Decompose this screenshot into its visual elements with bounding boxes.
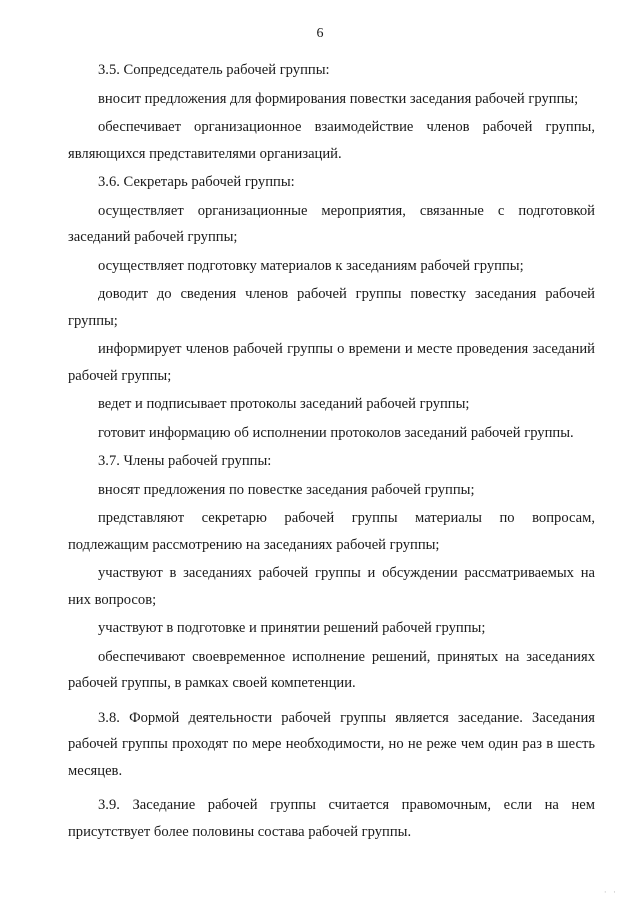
paragraph: готовит информацию об исполнении протоколов заседаний рабочей группы. bbox=[98, 424, 574, 441]
scan-artifact: · · bbox=[603, 887, 618, 897]
paragraph: представляют секретарю рабочей группы материалы по вопросам, подлежащим рассмотрению на заседаниях рабочей группы; bbox=[68, 510, 595, 553]
section-3-5-heading: 3.5. Сопредседатель рабочей группы: bbox=[98, 62, 330, 78]
paragraph: обеспечивают своевременное исполнение решений, принятых на заседаниях рабочей группы, в рамках своей компетенции. bbox=[68, 648, 595, 691]
paragraph: вносит предложения для формирования повестки заседания рабочей группы; bbox=[98, 90, 579, 107]
section-3-6-heading: 3.6. Секретарь рабочей группы: bbox=[98, 174, 295, 190]
paragraph: участвуют в заседаниях рабочей группы и обсуждении рассматриваемых на них вопросов; bbox=[68, 565, 595, 608]
paragraph: осуществляет организационные мероприятия, связанные с подготовкой заседаний рабочей группы; bbox=[68, 202, 595, 245]
paragraph: ведет и подписывает протоколы заседаний рабочей группы; bbox=[98, 396, 470, 412]
section-3-9-paragraph: 3.9. Заседание рабочей группы считается правомочным, если на нем присутствует более половины состава рабочей группы. bbox=[68, 797, 595, 840]
paragraph: обеспечивает организационное взаимодействие членов рабочей группы, являющихся представителями организаций. bbox=[68, 119, 595, 162]
paragraph: участвуют в подготовке и принятии решений рабочей группы; bbox=[98, 620, 486, 636]
paragraph: информирует членов рабочей группы о времени и месте проведения заседаний рабочей группы; bbox=[68, 341, 595, 384]
paragraph: вносят предложения по повестке заседания рабочей группы; bbox=[98, 481, 475, 498]
paragraph: доводит до сведения членов рабочей группы повестку заседания рабочей группы; bbox=[68, 286, 595, 329]
page-number: 6 bbox=[316, 26, 324, 41]
paragraph: осуществляет подготовку материалов к заседаниям рабочей группы; bbox=[98, 257, 524, 274]
document-body bbox=[68, 57, 595, 845]
section-3-8-paragraph: 3.8. Формой деятельности рабочей группы является заседание. Заседания рабочей группы проходят по мере необходимости, но не реже чем один раз в шесть месяцев. bbox=[68, 709, 595, 779]
section-3-7-heading: 3.7. Члены рабочей группы: bbox=[98, 453, 272, 469]
